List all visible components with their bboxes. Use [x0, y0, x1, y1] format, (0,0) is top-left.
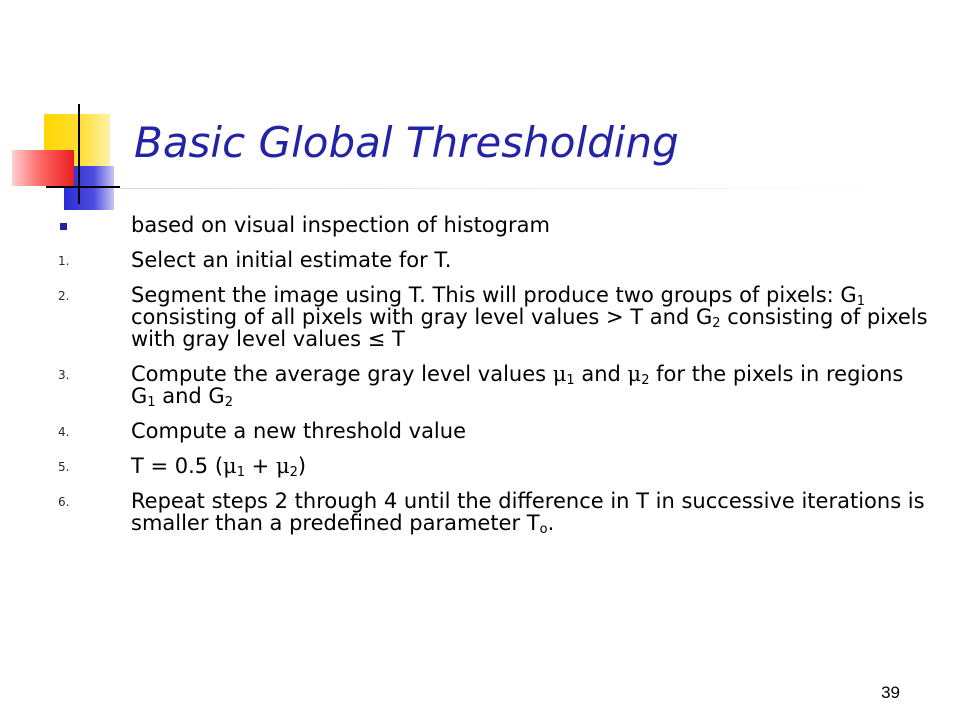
- subscript: 1: [566, 373, 575, 388]
- slide-body: [58, 214, 928, 547]
- step-text-part: Segment the image using T. This will produce two groups of pixels: G: [131, 283, 857, 307]
- subscript: 2: [712, 316, 721, 331]
- step-text: Select an initial estimate for T.: [131, 248, 452, 272]
- step-number: 3.: [58, 368, 70, 382]
- step-text: Compute a new threshold value: [131, 419, 466, 443]
- step-text-part: Repeat steps 2 through 4 until the difference in T in successive iterations is smaller than a predefined parameter T: [131, 489, 925, 535]
- step-text-part: T = 0.5 (: [131, 454, 224, 478]
- step-number: 1.: [58, 254, 70, 268]
- subscript: 1: [856, 294, 865, 309]
- step-4: [58, 420, 928, 442]
- mu-symbol: μ: [275, 454, 290, 478]
- subscript: 2: [641, 373, 650, 388]
- slide-title: Basic Global Thresholding: [134, 118, 679, 167]
- step-text-part: ): [297, 454, 307, 478]
- step-text-part: consisting of pixels with gray level values ≤ T: [131, 305, 928, 351]
- step-text-part: Compute the average gray level values: [131, 362, 553, 386]
- step-text-part: consisting of all pixels with gray level values > T and G: [131, 305, 713, 329]
- square-bullet-icon: [60, 223, 67, 230]
- step-text: [131, 489, 925, 535]
- subscript: 2: [289, 465, 298, 480]
- subscript: 1: [147, 395, 156, 410]
- step-1: [58, 249, 928, 271]
- step-number: 2.: [58, 289, 70, 303]
- step-number: 6.: [58, 495, 70, 509]
- step-2: [58, 284, 928, 350]
- step-text-part: and G: [155, 384, 225, 408]
- title-divider: [120, 188, 900, 189]
- subscript: 2: [224, 395, 233, 410]
- step-5: [58, 454, 928, 480]
- logo-horizontal-line: [46, 186, 120, 188]
- intro-text: based on visual inspection of histogram: [131, 213, 550, 237]
- step-6: [58, 489, 928, 537]
- step-text-part: and: [574, 362, 628, 386]
- mu-symbol: μ: [627, 362, 642, 386]
- step-number: 5.: [58, 460, 70, 474]
- mu-symbol: μ: [552, 362, 567, 386]
- step-3: [58, 362, 928, 410]
- page-number: 39: [881, 683, 900, 702]
- subscript: 1: [236, 465, 245, 480]
- mu-symbol: μ: [223, 454, 237, 478]
- step-number: 4.: [58, 425, 70, 439]
- intro-bullet: [58, 214, 928, 236]
- step-text-part: .: [547, 511, 555, 535]
- step-text: [131, 362, 903, 408]
- step-text: [131, 283, 928, 351]
- step-text-part: +: [244, 454, 276, 478]
- step-text-part: for the pixels in regions G: [131, 362, 904, 408]
- step-text: [131, 454, 306, 478]
- subscript: o: [539, 522, 548, 537]
- logo-vertical-line: [78, 104, 80, 204]
- logo-red-bar: [12, 150, 74, 186]
